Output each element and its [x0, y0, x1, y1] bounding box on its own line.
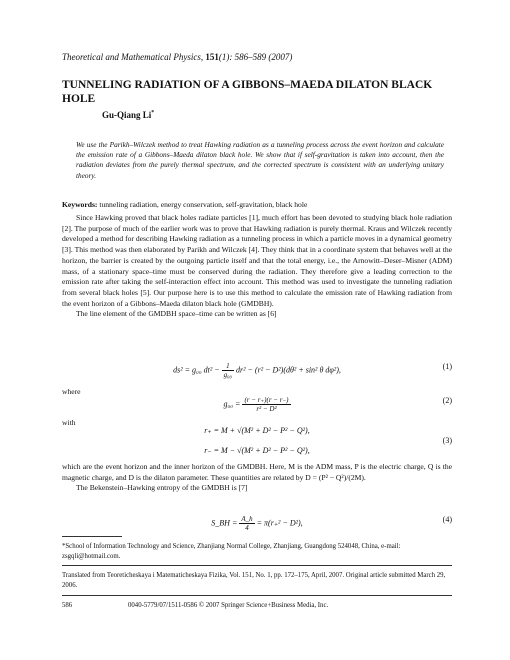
equation-2	[62, 396, 452, 412]
line-element-intro: The line element of the GMDBH space–time can be written as [6]	[76, 309, 277, 319]
equation-4-expression: S_BH = $\frac{A\_h}{4}$ = π(r₊² − D²),	[211, 515, 303, 532]
journal-volume: 151	[205, 52, 219, 62]
equation-4-fraction: $\frac{A\_h}{4}$	[241, 515, 253, 532]
with-line: with	[62, 418, 76, 427]
keywords	[62, 200, 452, 209]
equation-4	[62, 515, 452, 531]
equation-3b: r₋ = M − √(M² + D² − P² − Q²),	[204, 446, 310, 455]
equation-2-expression: g₀₀ = $\frac{(r - r_+)(r - r_-)}{\text{r² − D²}}$	[223, 396, 289, 413]
body-paragraph-1	[62, 213, 452, 320]
equation-1-fraction: $\frac{1}{\text{g₀₀}}$	[223, 362, 232, 379]
journal-header	[62, 52, 292, 62]
bottom-divider	[62, 595, 452, 596]
body-paragraph-2	[62, 462, 452, 494]
equation-4-number: (4)	[442, 515, 452, 524]
where-line: where	[62, 387, 81, 396]
copyright-line: 0040-5779/07/1511-0586 © 2007 Springer Science+Business Media, Inc.	[128, 602, 329, 609]
author-line	[102, 110, 154, 120]
entropy-intro: The Bekenstein–Hawking entropy of the GMDBH is [7]	[76, 483, 248, 493]
intro-paragraph: Since Hawking proved that black holes radiate particles [1], much effort has been devoted to studying black hole radiation [2]. The purpose of much of the earlier work was to prove that Hawking radiation is purely thermal. Kraus and Wilczek recently developed a method for describing Hawking radiation as a tunneling process in which a particle moves in a dynamical geometry [3]. This method was then elaborated by Parikh and Wilczek [4]. They think that in a coordinate system that behaves well at the horizon, the barrier is created by the outgoing particle itself and that the total energy, i.e., the Arnowitt–Deser–Misner (ADM) mass, of a stationary space–time must be conserved during the radiation. They therefore give a leading correction to the emission rate after taking the self-interaction effect into account. This method was used to investigate the tunneling radiation from several black holes [5]. Our purpose here is to use this method to calculate the emission rate of Hawking radiation from the event horizon of a Gibbons–Maeda dilaton black hole (GMDBH).	[62, 213, 452, 308]
author-footnote-mark: *	[151, 110, 155, 116]
page-number: 586	[62, 602, 73, 609]
keywords-text: tunneling radiation, energy conservation, self-gravitation, black hole	[99, 200, 308, 209]
horizons-paragraph: which are the event horizon and the inner horizon of the GMDBH. Here, M is the ADM mass, P is the electric charge, Q is the magnetic charge, and D is the dilaton parameter. These quantities are related by D = (P² − Q²)/(2M).	[62, 462, 452, 482]
author-name: Gu-Qiang Li	[102, 110, 152, 120]
equation-1	[62, 362, 452, 378]
equation-2-number: (2)	[442, 396, 452, 405]
equation-1-expression: ds² = g₀₀ dt² − $\frac{1}{\text{g₀₀}}$ dr² − (r² − D²)(dθ² + sin² θ dφ²),	[173, 362, 341, 379]
translation-note: Translated from Teoreticheskaya i Matematicheskaya Fizika, Vol. 151, No. 1, pp. 172–175, April, 2007. Original article submitted March 29, 2006.	[62, 572, 446, 589]
equation-2-fraction: $\frac{(r - r_+)(r - r_-)}{\text{r² − D²}}$	[244, 396, 289, 413]
affiliation-footnote: *School of Information Technology and Science, Zhanjiang Normal College, Zhanjiang, Guangdong 524048, China, e-mail: zsgqli@hotmail.com.	[62, 543, 401, 560]
abstract: We use the Parikh–Wilczek method to treat Hawking radiation as a tunneling process across the event horizon and calculate the emission rate of a Gibbons–Maeda dilaton black hole. We show that if self-gravitation is taken into account, then the radiation deviates from the purely thermal spectrum, and the corrected spectrum is consistent with an underlying unitary theory.	[76, 140, 444, 180]
paper-title: TUNNELING RADIATION OF A GIBBONS–MAEDA DILATON BLACK HOLE	[62, 79, 433, 105]
equation-3-number: (3)	[442, 436, 452, 445]
translation-divider	[62, 565, 452, 566]
equation-1-number: (1)	[442, 362, 452, 371]
equation-3a: r₊ = M + √(M² + D² − P² − Q²),	[204, 426, 310, 435]
footnote-divider	[62, 536, 122, 537]
journal-issue-pages: (1): 586–589 (2007)	[218, 52, 293, 62]
journal-name: Theoretical and Mathematical Physics,	[62, 52, 204, 62]
keywords-label: Keywords:	[62, 200, 98, 209]
